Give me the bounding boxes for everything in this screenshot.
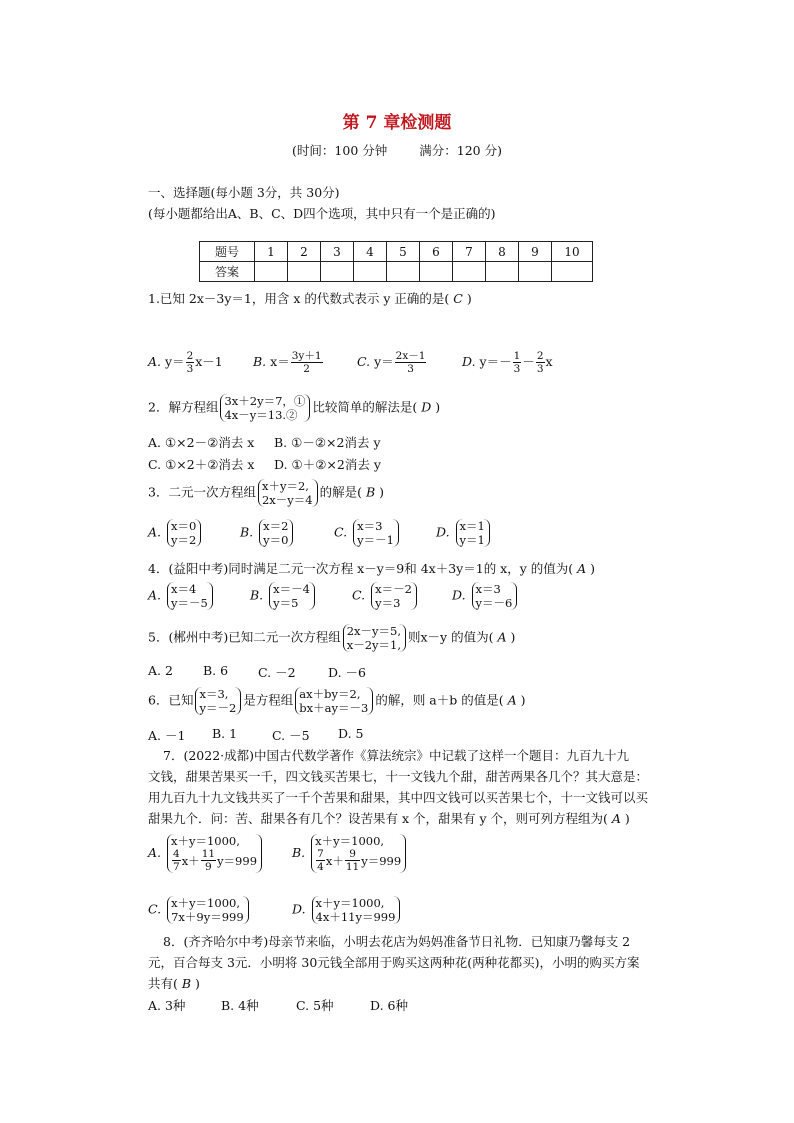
equation-system: x＋y＝2, 2x－y＝4 bbox=[258, 479, 318, 507]
question-1-answer: C bbox=[453, 291, 463, 306]
equation-system: 3x＋2y＝7，① 4x－y＝13.② bbox=[220, 394, 310, 422]
time-limit: (时间：100 分钟 bbox=[292, 143, 388, 158]
question-7-line-1: 7．(2022·成都)中国古代数学著作《算法统宗》中记载了这样一个题目：九百九十九 bbox=[163, 748, 629, 763]
answer-cell[interactable] bbox=[453, 262, 486, 282]
table-cell-number: 1 bbox=[255, 242, 288, 262]
question-7-option-a: A. x＋y＝1000, $\frac{4}{7}$ x＋ $\frac{11}{9}$ y＝999 bbox=[148, 834, 264, 873]
question-8-option-d: D. 6种 bbox=[370, 998, 408, 1013]
answer-cell[interactable] bbox=[420, 262, 453, 282]
fraction: $\frac{2}{3}$ bbox=[186, 350, 194, 375]
question-2-option-b: B. ①－②×2消去 y bbox=[274, 435, 381, 450]
question-6-stem: 6．已知 x＝3, y＝－2 是方程组 ax＋by＝2, bx＋ay＝－3 的解，则 a＋b 的值是( A ) bbox=[148, 687, 526, 715]
table-cell-number: 9 bbox=[519, 242, 552, 262]
answer-cell[interactable] bbox=[486, 262, 519, 282]
question-5-option-b: B. 6 bbox=[203, 663, 229, 678]
question-1-option-a: A. y＝ $\frac{2}{3}$ x－1 bbox=[148, 350, 223, 375]
question-3-option-a: A. x＝0 y＝2 bbox=[148, 519, 203, 547]
fraction: $\frac{3y+1}{2}$ bbox=[291, 350, 322, 375]
question-3-answer: B bbox=[365, 484, 376, 500]
question-7-line-3: 用九百九十九文钱共买了一千个苦果和甜果，其中四文钱可以买苦果七个，十一文钱可以买 bbox=[148, 790, 649, 805]
question-7-option-b: B. x＋y＝1000, $\frac{7}{4}$ x＋ $\frac{9}{11}$ y＝999 bbox=[292, 834, 408, 873]
answer-cell[interactable] bbox=[255, 262, 288, 282]
question-8-option-c: C. 5种 bbox=[296, 998, 334, 1013]
equation-system: x＋y＝1000, $\frac{4}{7}$ x＋ $\frac{11}{9}$ y＝999 bbox=[167, 834, 262, 873]
table-cell-number: 2 bbox=[288, 242, 321, 262]
question-7-option-d: D. x＋y＝1000, 4x＋11y＝999 bbox=[292, 896, 402, 924]
equation-system: 2x－y＝5, x－2y＝1, bbox=[343, 624, 406, 652]
question-5-stem: 5．(郴州中考)已知二元一次方程组 2x－y＝5, x－2y＝1, 则x－y 的值为( A ) bbox=[148, 624, 516, 652]
equation-system: x＋y＝1000, $\frac{7}{4}$ x＋ $\frac{9}{11}$ y＝999 bbox=[311, 834, 406, 873]
section-heading: 一、选择题(每小题 3分，共 30分) bbox=[148, 185, 340, 200]
fraction: $\frac{2}{3}$ bbox=[536, 350, 544, 375]
question-3-option-b: B. x＝2 y＝0 bbox=[240, 519, 295, 547]
question-4-option-d: D. x＝3 y＝－6 bbox=[452, 582, 519, 610]
question-8-line-2: 元，百合每支 3元．小明将 30元钱全部用于购买这两种花(两种花都买)，小明的购买方案 bbox=[148, 955, 640, 970]
table-cell-number: 3 bbox=[321, 242, 354, 262]
section-note: (每小题都给出A、B、C、D四个选项，其中只有一个是正确的) bbox=[148, 206, 496, 221]
question-5-option-a: A. 2 bbox=[148, 663, 173, 678]
table-cell-number: 4 bbox=[354, 242, 387, 262]
answer-cell[interactable] bbox=[519, 262, 552, 282]
question-7-line-2: 文钱，甜果苦果买一千，四文钱买苦果七，十一文钱九个甜，甜苦两果各几个？其大意是： bbox=[148, 769, 649, 784]
answer-cell[interactable] bbox=[552, 262, 593, 282]
question-1-stem: 1.已知 2x－3y＝1，用含 x 的代数式表示 y 正确的是( C ) bbox=[148, 291, 472, 306]
question-8-line-3: 共有( B ) bbox=[148, 976, 200, 991]
question-6-option-b: B. 1 bbox=[212, 726, 238, 741]
answer-cell[interactable] bbox=[288, 262, 321, 282]
question-7-line-4: 甜果九个．问：苦、甜果各有几个？设苦果有 x 个，甜果有 y 个，则可列方程组为( A ) bbox=[148, 811, 630, 826]
solution-system: x＝3, y＝－2 bbox=[195, 687, 241, 715]
question-6-option-c: C. －5 bbox=[272, 728, 310, 743]
question-1-option-d: D. y＝－ $\frac{1}{3}$ － $\frac{2}{3}$ x bbox=[462, 350, 553, 375]
table-cell-number: 10 bbox=[552, 242, 593, 262]
question-3-option-d: D. x＝1 y＝1 bbox=[436, 519, 492, 547]
question-3-stem: 3．二元一次方程组 x＋y＝2, 2x－y＝4 的解是( B ) bbox=[148, 479, 385, 507]
question-3-option-c: C. x＝3 y＝－1 bbox=[334, 519, 401, 547]
question-4-stem: 4．(益阳中考)同时满足二元一次方程 x－y＝9和 4x＋3y＝1的 x，y 的值为( A ) bbox=[148, 561, 596, 576]
question-2-option-a: A. ①×2－②消去 x bbox=[148, 435, 255, 450]
table-cell-number: 6 bbox=[420, 242, 453, 262]
question-5-answer: A bbox=[497, 629, 507, 645]
table-cell-number: 7 bbox=[453, 242, 486, 262]
answer-table-row-answers bbox=[200, 262, 593, 282]
question-6-option-a: A. －1 bbox=[148, 728, 186, 743]
table-header-answer: 答案 bbox=[200, 262, 255, 282]
question-2-option-d: D. ①＋②×2消去 y bbox=[274, 457, 381, 472]
table-header-number: 题号 bbox=[200, 242, 255, 262]
question-4-answer: A bbox=[577, 561, 587, 576]
fraction: $\frac{1}{3}$ bbox=[513, 350, 521, 375]
question-8-option-b: B. 4种 bbox=[221, 998, 259, 1013]
question-5-option-c: C. －2 bbox=[258, 665, 296, 680]
question-8-answer: B bbox=[181, 976, 192, 991]
answer-table bbox=[199, 241, 593, 282]
question-2-stem: 2．解方程组 3x＋2y＝7，① 4x－y＝13.② 比较简单的解法是( D ) bbox=[148, 394, 441, 422]
question-4-option-c: C. x＝－2 y＝3 bbox=[352, 582, 419, 610]
full-score: 满分：120 分) bbox=[419, 143, 502, 158]
answer-table-row-numbers bbox=[200, 242, 593, 262]
equation-system: ax＋by＝2, bx＋ay＝－3 bbox=[295, 687, 373, 715]
answer-cell[interactable] bbox=[387, 262, 420, 282]
question-7-option-c: C. x＋y＝1000, 7x＋9y＝999 bbox=[148, 896, 251, 924]
table-cell-number: 5 bbox=[387, 242, 420, 262]
question-2-answer: D bbox=[421, 399, 432, 415]
question-8-option-a: A. 3种 bbox=[148, 998, 186, 1013]
question-2-option-c: C. ①×2＋②消去 x bbox=[148, 457, 255, 472]
fraction: $\frac{2x-1}{3}$ bbox=[395, 350, 426, 375]
answer-cell[interactable] bbox=[321, 262, 354, 282]
question-1-option-c: C. y＝ $\frac{2x-1}{3}$ bbox=[357, 350, 426, 375]
question-7-answer: A bbox=[611, 811, 621, 826]
question-5-option-d: D. －6 bbox=[328, 665, 366, 680]
table-cell-number: 8 bbox=[486, 242, 519, 262]
question-6-answer: A bbox=[507, 692, 517, 708]
question-4-option-b: B. x＝－4 y＝5 bbox=[250, 582, 317, 610]
page-title: 第 7 章检测题 bbox=[342, 113, 452, 133]
question-8-line-1: 8．(齐齐哈尔中考)母亲节来临，小明去花店为妈妈准备节日礼物．已知康乃馨每支 2 bbox=[163, 934, 631, 949]
exam-info bbox=[0, 141, 794, 159]
answer-cell[interactable] bbox=[354, 262, 387, 282]
question-4-option-a: A. x＝4 y＝－5 bbox=[148, 582, 215, 610]
question-1-option-b: B. x＝ $\frac{3y+1}{2}$ bbox=[253, 350, 322, 375]
question-6-option-d: D. 5 bbox=[338, 726, 364, 741]
